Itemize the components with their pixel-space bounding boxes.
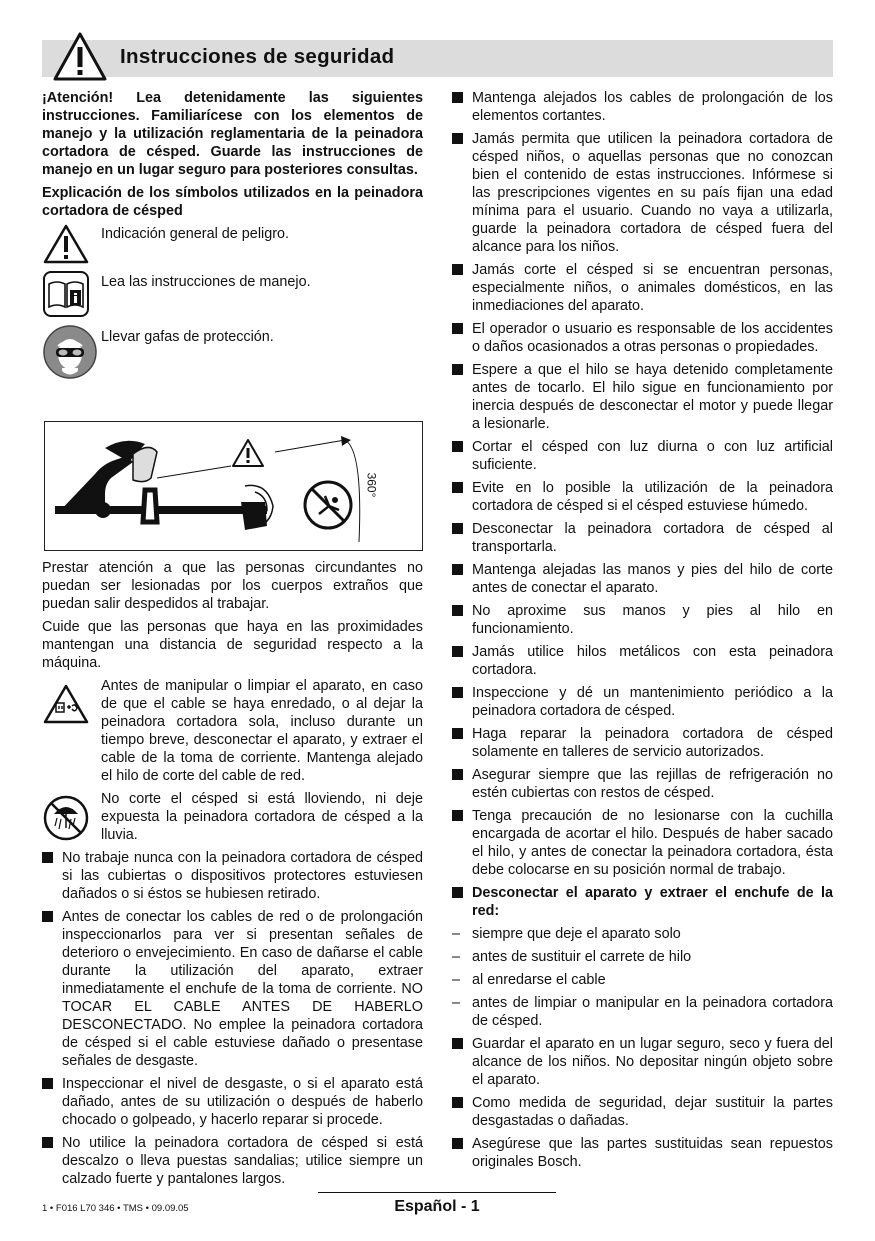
list-item: No aproxime sus manos y pies al hilo en funcionamiento. (452, 602, 833, 638)
intro-paragraph: ¡Atención! Lea detenidamente las siguientes instrucciones. Familiarícese con los elementos de manejo y la utilización reglamentaria de la peinadora cortadora de césped. Guarde las instrucciones de manejo en un lugar seguro para posteriores consultas. (42, 90, 423, 178)
right-column (452, 89, 833, 1176)
list-item: Desconectar la peinadora cortadora de césped al transportarla. (452, 520, 833, 556)
no-rain-icon (42, 794, 90, 842)
symbols-heading: Explicación de los símbolos utilizados en la peinadora cortadora de césped (42, 185, 423, 219)
manual-book-icon (42, 270, 90, 318)
list-item: Inspeccionar el nivel de desgaste, o si el aparato está dañado, antes de su utilización o después de haberlo chocado o golpeado, y hacerlo reparar si procede. (42, 1075, 423, 1129)
list-item: Cortar el césped con luz diurna o con luz artificial suficiente. (452, 438, 833, 474)
symbol-row-goggles (42, 328, 423, 400)
footer-code: 1 • F016 L70 346 • TMS • 09.09.05 (42, 1203, 189, 1214)
list-item: Asegurar siempre que las rejillas de refrigeración no estén cubiertas con restos de césped. (452, 766, 833, 802)
page-title: Instrucciones de seguridad (120, 45, 395, 68)
dash-item: – siempre que deje el aparato solo (452, 926, 681, 942)
footer-divider (318, 1192, 556, 1193)
dash-item: – al enredarse el cable (452, 972, 606, 988)
list-item: Jamás corte el césped si se encuentran personas, especialmente niños, o animales domésticos, en las inmediaciones del aparato. (452, 261, 833, 315)
paragraph: Cuide que las personas que haya en las proximidades mantengan una distancia de seguridad respecto a la máquina. (42, 619, 423, 671)
list-item: Haga reparar la peinadora cortadora de césped solamente en talleres de servicio autorizados. (452, 725, 833, 761)
symbol-row-manual (42, 273, 423, 328)
symbol-text: Indicación general de peligro. (101, 226, 290, 242)
list-item: Antes de conectar los cables de red o de prolongación inspeccionarlos para ver si presentan señales de deterioro o envejecimiento. En caso de dañarse el cable durante la utilización del aparato, extraer inmediatamente el enchufe de la toma de corriente. NO TOCAR EL CABLE ANTES DE HABERLO DESCONECTADO. No emplee la peinadora cortadora de césped si el cable estuviese dañado o presentase señales de desgaste. (42, 908, 423, 1070)
list-item: Como medida de seguridad, dejar sustituir la partes desgastadas o dañadas. (452, 1094, 833, 1130)
symbol-row-rain (42, 790, 423, 844)
list-item: Mantenga alejadas las manos y pies del hilo de corte antes de conectar el aparato. (452, 561, 833, 597)
unplug-warning-icon (42, 683, 90, 725)
page-number: Español - 1 (394, 1198, 480, 1215)
rain-text: No corte el césped si está lloviendo, ni deje expuesta la peinadora cortadora de césped a la lluvia. (101, 791, 423, 843)
list-item: El operador o usuario es responsable de los accidentes o daños ocasionados a otras personas o propiedades. (452, 320, 833, 356)
list-item: Tenga precaución de no lesionarse con la cuchilla encargada de acortar el hilo. Después de haber sacado el hilo, y antes de conectar la peinadora cortadora, ésta debe colocarse en su posición normal de trabajo. (452, 807, 833, 879)
list-item: No utilice la peinadora cortadora de césped si está descalzo o lleva puestas sandalias; utilice siempre un calzado fuerte y pantalones largos. (42, 1134, 423, 1188)
list-item: Evite en lo posible la utilización de la peinadora cortadora de césped si el césped estuviese húmedo. (452, 479, 833, 515)
list-item: Mantenga alejados los cables de prolongación de los elementos cortantes. (452, 89, 833, 125)
trimmer-figure (44, 421, 423, 551)
dash-item: – antes de sustituir el carrete de hilo (452, 949, 692, 965)
list-item: Guardar el aparato en un lugar seguro, seco y fuera del alcance de los niños. No depositar ningún objeto sobre el aparato. (452, 1035, 833, 1089)
symbol-text: Lea las instrucciones de manejo. (101, 274, 311, 290)
unplug-text: Antes de manipular o limpiar el aparato, en caso de que el cable se haya enredado, o al dejar la peinadora cortadora sola, incluso durante un tiempo breve, desconectar el aparato, y extraer el cable de la toma de corriente. Mantenga alejado el hilo de corte del cable de red. (101, 678, 423, 784)
list-item: Espere a que el hilo se haya detenido completamente antes de tocarlo. El hilo sigue en funcionamiento por inercia después de desconectar el motor y puede llegar a lesionarle. (452, 361, 833, 433)
safety-goggles-icon (42, 324, 98, 380)
list-item-bold: Desconectar el aparato y extraer el enchufe de la red: (452, 884, 833, 920)
list-item: Asegúrese que las partes sustituidas sean repuestos originales Bosch. (452, 1135, 833, 1171)
dash-item: – antes de limpiar o manipular en la peinadora cortadora de césped. (452, 995, 833, 1029)
list-item: No trabaje nunca con la peinadora cortadora de césped si las cubiertas o dispositivos protectores estuviesen dañados o si éstos se hubiesen retirado. (42, 849, 423, 903)
symbol-row-danger (42, 225, 423, 273)
warning-triangle-icon (42, 223, 90, 265)
warning-triangle-icon (52, 31, 108, 83)
left-column (42, 89, 423, 1193)
list-item: Jamás utilice hilos metálicos con esta peinadora cortadora. (452, 643, 833, 679)
rotation-label: 360° (364, 472, 379, 498)
list-item: Jamás permita que utilicen la peinadora cortadora de césped niños, o aquellas personas que no conozcan bien el contenido de estas instrucciones. Infórmese si las prescripciones vigentes en su país fijan una edad mínima para el usuario. Cuando no vaya a utilizarla, guarde la peinadora cortadora de césped fuera del alcance para los niños. (452, 130, 833, 256)
symbol-row-unplug (42, 677, 423, 785)
paragraph: Prestar atención a que las personas circundantes no puedan ser lesionadas por los cuerpos extraños que puedan salir despedidos al trabajar. (42, 560, 423, 612)
symbol-text: Llevar gafas de protección. (101, 329, 274, 345)
list-item: Inspeccione y dé un mantenimiento periódico a la peinadora cortadora de césped. (452, 684, 833, 720)
